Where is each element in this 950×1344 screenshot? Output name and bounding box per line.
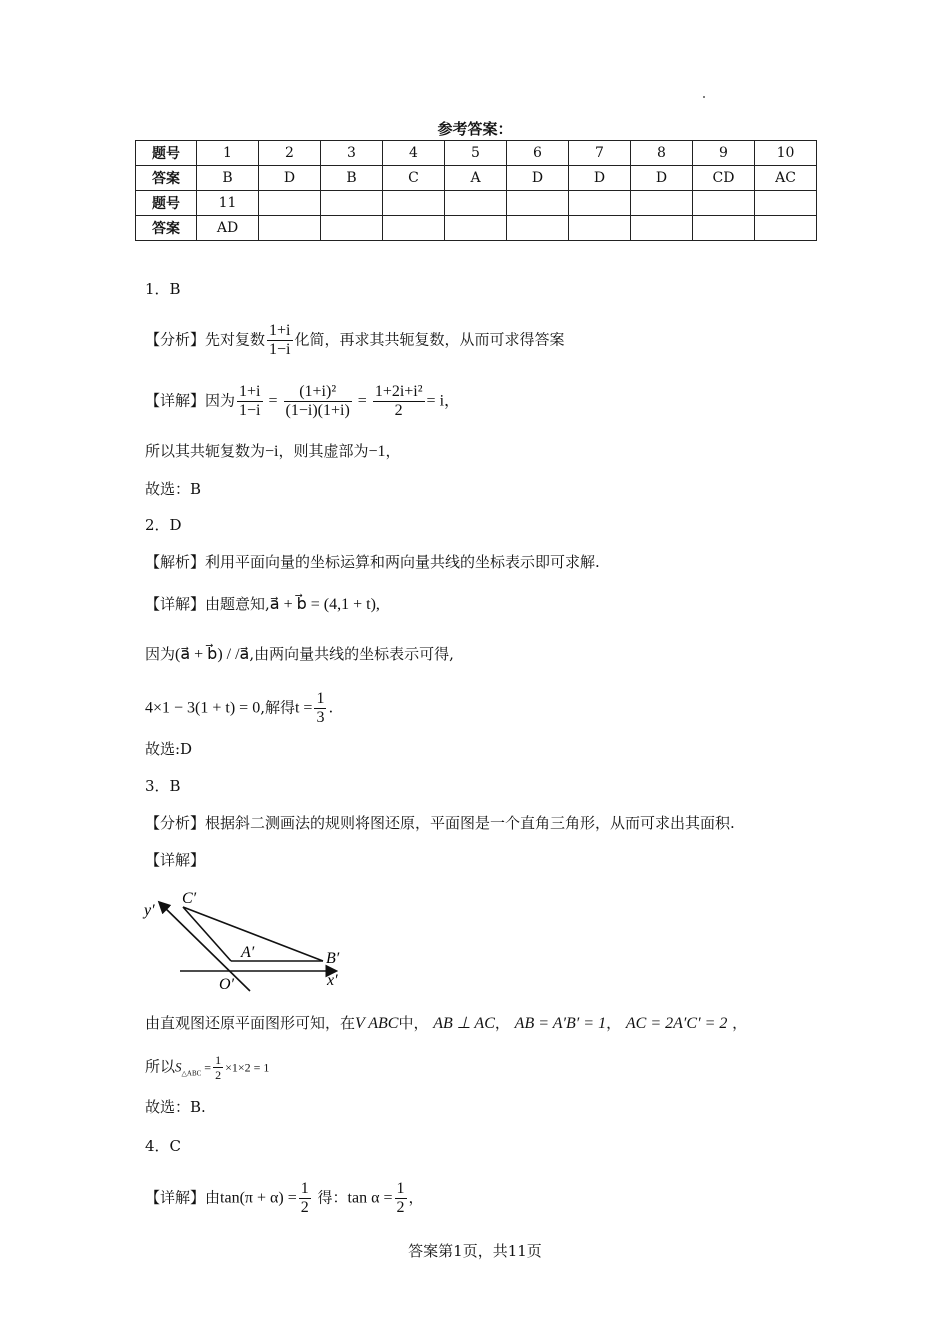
table-cell: 8 [631,141,693,166]
q1-analysis [145,322,565,359]
table-cell: AC [755,166,817,191]
analysis-text: 利用平面向量的坐标运算和两向量共线的坐标表示即可求解. [205,553,600,571]
q1-choice: 故选：B [145,480,202,498]
detail-tag: 【详解】 [145,851,206,869]
page-footer: 答案第1页，共11页 [408,1242,542,1260]
table-cell [755,216,817,241]
table-cell [321,216,383,241]
table-row [136,166,817,191]
table-cell: B [321,166,383,191]
table-cell [445,216,507,241]
label-b: B′ [326,950,340,967]
table-cell: D [259,166,321,191]
table-cell [569,191,631,216]
detail-tag: 【详解】 [145,1188,206,1207]
table-cell: B [197,166,259,191]
analysis-text: 化简，再求其共轭复数，从而可求得答案 [294,330,565,349]
table-cell: 7 [569,141,631,166]
table-cell: 9 [693,141,755,166]
table-cell: D [507,166,569,191]
label-c: C′ [182,890,197,907]
analysis-tag: 【分析】 [145,814,206,832]
table-cell: D [569,166,631,191]
table-cell [259,216,321,241]
row-header: 题号 [136,141,197,166]
q4-number: 4．C [145,1137,182,1155]
equation: (a⃗ + b⃗) / /a⃗ [175,646,250,663]
q1-detail: 【详解】因为 $\frac{1+i}{1-i}$ = $\frac{\text{(1+i)²}}{(1-i)(1+i)}$ = $\frac{\text{1+2i+i²}}{2}$ = i， [145,383,461,419]
table-row [136,141,817,166]
fraction: $\frac{\text{(1+i)²}}{(1-i)(1+i)}$ [285,383,350,419]
table-cell [631,191,693,216]
table-cell: A [445,166,507,191]
q3-number: 3．B [145,777,181,795]
q2-line3: 因为(a⃗ + b⃗) / /a⃗,由两向量共线的坐标表示可得, [145,645,454,663]
table-cell: 2 [259,141,321,166]
table-cell [383,216,445,241]
table-cell: CD [693,166,755,191]
label-o: O′ [219,976,235,993]
table-cell: 6 [507,141,569,166]
analysis-text: 根据斜二测画法的规则将图还原，平面图是一个直角三角形，从而可求出其面积. [205,814,735,832]
table-cell: 3 [321,141,383,166]
table-cell [693,216,755,241]
label-y: y′ [144,902,155,919]
table-cell: 5 [445,141,507,166]
table-cell: 10 [755,141,817,166]
table-cell [569,216,631,241]
oblique-triangle-figure [140,885,360,995]
fraction: $\frac{\text{1+2i+i²}}{2}$ [374,383,423,419]
table-cell [507,216,569,241]
analysis-tag: 【解析】 [145,553,206,571]
q3-detail-tag [145,850,205,870]
table-cell: 4 [383,141,445,166]
detail-text: 因为 [205,391,236,410]
table-row [136,216,817,241]
side-c-a [183,907,231,961]
table-cell [631,216,693,241]
table-cell: AD [197,216,259,241]
label-x: x′ [327,972,338,989]
fraction: $\frac{1}{2}$ [396,1180,405,1216]
q2-number: 2．D [145,516,182,534]
fraction: $\frac{1+i}{1-i}$ [269,322,291,358]
equation: a⃗ + b⃗ = (4,1 + t), [269,596,380,613]
table-cell: 11 [197,191,259,216]
table-cell [383,191,445,216]
table-cell: 1 [197,141,259,166]
q3-detail-line: 由直观图还原平面图形可知，在V ABC中， AB ⊥ AC， AB = A′B′ = 1， AC = 2A′C′ = 2 ， [145,1014,748,1032]
q3-area: 所以$S_{\triangle ABC}$ = $\frac{1}{2}$ ×1×2 = 1 [145,1053,270,1082]
q3-analysis [145,813,735,833]
fraction: $\frac{1}{3}$ [316,690,325,726]
table-cell [693,191,755,216]
table-cell [755,191,817,216]
answer-table-title: 参考答案： [437,120,513,138]
table-cell [445,191,507,216]
equation: 4×1 − 3(1 + t) = 0 [145,699,261,717]
q2-choice: 故选:D [145,740,193,758]
q4-detail: 【详解】由tan(π + α) = $\frac{1}{2}$ 得：tan α = $\frac{1}{2}$ ， [145,1180,424,1216]
stray-dot [703,96,705,98]
label-a: A′ [241,944,255,961]
row-header: 题号 [136,191,197,216]
q2-detail: 【详解】由题意知,a⃗ + b⃗ = (4,1 + t), [145,595,380,613]
q3-choice: 故选：B. [145,1098,206,1116]
equation-result: = i， [426,392,461,410]
analysis-tag: 【分析】 [145,330,206,349]
analysis-text: 先对复数 [205,330,266,349]
table-row [136,191,817,216]
detail-tag: 【详解】 [145,595,206,613]
fraction: $\frac{1}{2}$ [300,1180,309,1216]
row-header: 答案 [136,166,197,191]
fraction: $\frac{1}{2}$ [215,1053,222,1082]
table-cell: D [631,166,693,191]
row-header: 答案 [136,216,197,241]
table-cell [259,191,321,216]
table-cell [321,191,383,216]
table-cell [507,191,569,216]
q2-analysis [145,552,600,572]
detail-tag: 【详解】 [145,391,206,410]
q1-conclusion: 所以其共轭复数为−i，则其虚部为−1， [145,442,401,460]
q1-number: 1．B [145,280,181,298]
answer-table [135,140,817,241]
fraction: $\frac{1+i}{1-i}$ [239,383,261,419]
table-cell: C [383,166,445,191]
q2-line4: 4×1 − 3(1 + t) = 0,解得t = $\frac{1}{3}$ . [145,690,334,726]
